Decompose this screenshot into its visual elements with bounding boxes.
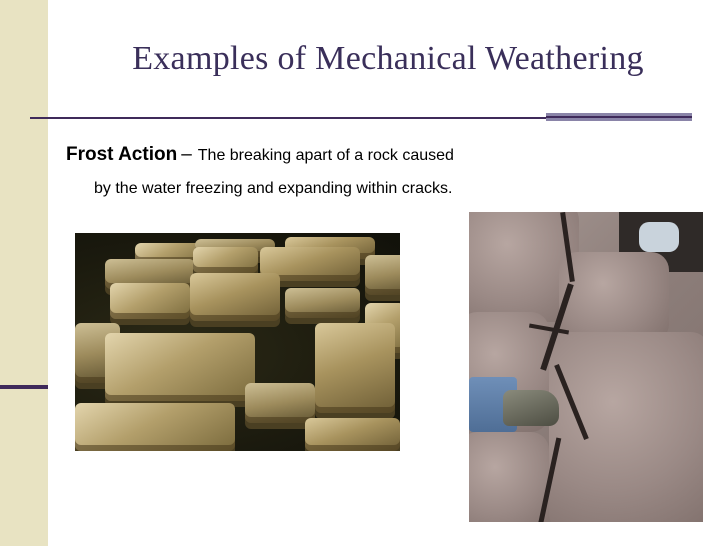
cracked-rock-with-boot-photo <box>469 212 703 522</box>
term-dash: – <box>181 144 192 165</box>
stacked-rock-slabs-photo <box>75 233 400 451</box>
title-rule-accent <box>546 113 692 121</box>
term-label: Frost Action <box>66 144 178 165</box>
slide-title: Examples of Mechanical Weathering <box>132 40 644 77</box>
left-band-accent-line <box>0 385 48 389</box>
title-rule-thin <box>30 117 546 119</box>
definition-line-2: by the water freezing and expanding within cracks. <box>94 180 453 197</box>
definition-line-1 <box>66 144 454 166</box>
definition-text-1: The breaking apart of a rock caused <box>197 147 454 164</box>
left-decorative-band <box>0 0 48 546</box>
